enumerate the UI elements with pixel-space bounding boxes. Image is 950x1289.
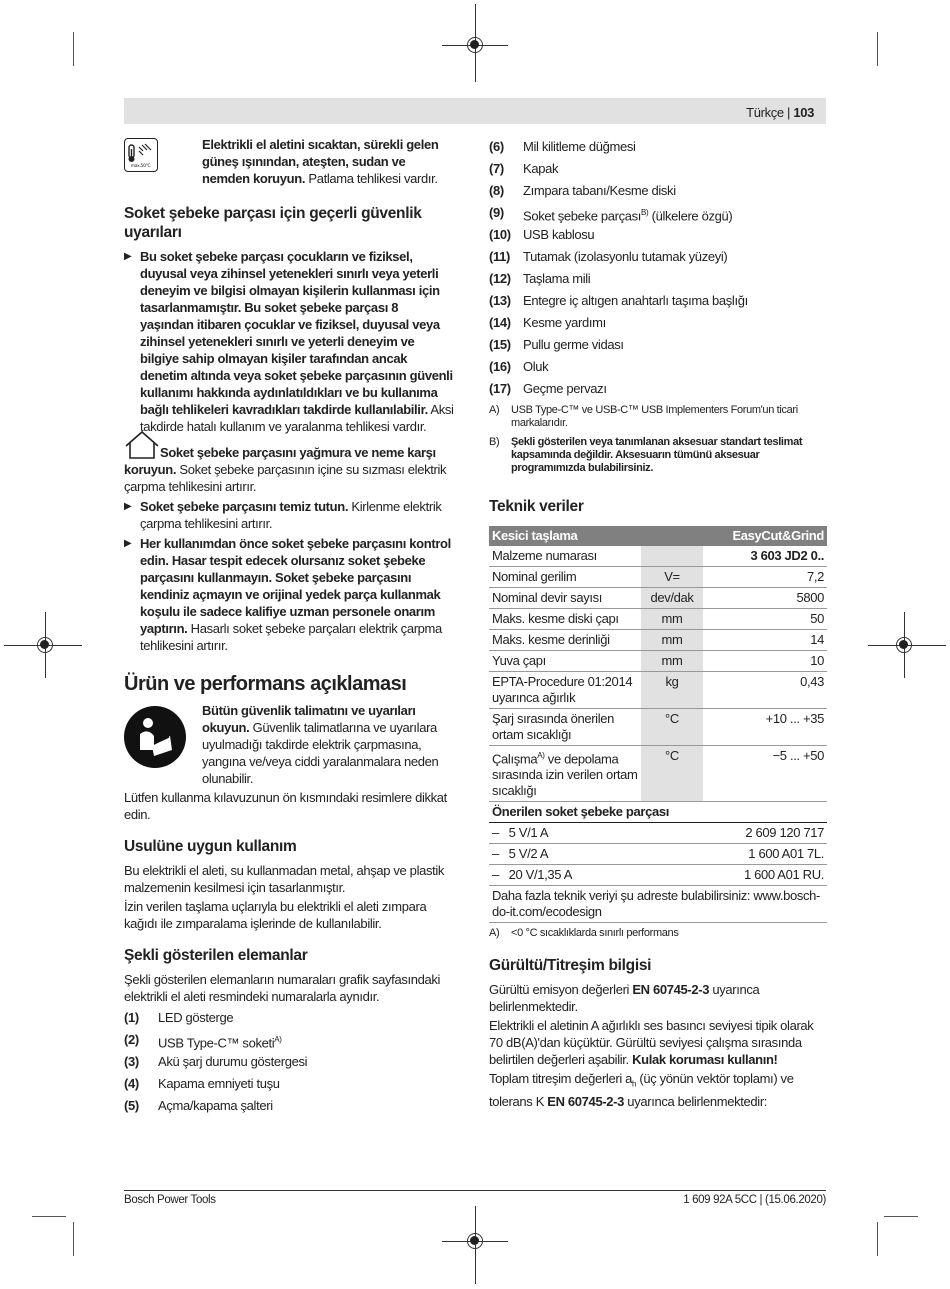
table-row: – 5 V/1 A 2 609 120 717	[489, 823, 827, 844]
table-row: – 5 V/2 A 1 600 A01 7L.	[489, 844, 827, 865]
list-item: (12) Taşlama mili	[489, 271, 591, 286]
page-header: Türkçe | 103	[746, 105, 814, 120]
table-subheader-row: Önerilen soket şebeke parçası	[489, 802, 827, 823]
footer-right: 1 609 92A 5CC | (15.06.2020)	[683, 1194, 826, 1206]
crop-mark	[877, 1222, 878, 1256]
table-row: Nominal devir sayısı dev/dak 5800	[489, 588, 827, 609]
crop-mark	[32, 1216, 66, 1217]
table-row: – 20 V/1,35 A 1 600 A01 RU.	[489, 865, 827, 886]
section-title-tech: Teknik veriler	[489, 498, 584, 515]
list-item: (3) Akü şarj durumu göstergesi	[124, 1054, 308, 1069]
crop-mark	[884, 1216, 918, 1217]
list-item: (15) Pullu germe vidası	[489, 337, 624, 352]
right-column	[489, 138, 827, 1110]
list-item: (14) Kesme yardımı	[489, 315, 606, 330]
heat-warning-bold: Elektrikli el aletini sıcaktan, sürekli gelen güneş ışınından, ateşten, sudan ve nemden koruyun.	[202, 137, 439, 186]
list-item: (2) USB Type-C™ soketi$^{A)}$	[124, 1032, 282, 1051]
crop-mark	[73, 32, 74, 66]
list-item: (4) Kapama emniyeti tuşu	[124, 1076, 280, 1091]
page-number: 103	[793, 105, 814, 120]
section-title-product: Ürün ve performans açıklaması	[124, 673, 407, 695]
footer-rule	[124, 1190, 826, 1191]
list-item: (10) USB kablosu	[489, 227, 595, 242]
section-title-safety: Soket şebeke parçası için geçerli güvenlik uyarıları	[124, 205, 422, 241]
footnote-b: B) Şekli gösterilen veya tanımlanan aksesuar standart teslimat kapsamında değildir. Aksesuarın tümünü aksesuar programımızda bulabilirsiniz.	[489, 436, 803, 474]
read-manual-icon	[124, 706, 186, 768]
section-title-noise: Gürültü/Titreşim bilgisi	[489, 957, 652, 975]
registration-mark-icon	[467, 37, 483, 53]
registration-mark-icon	[896, 637, 912, 653]
left-column	[124, 136, 454, 1119]
heat-sun-icon	[124, 138, 158, 172]
list-item: (9) Soket şebeke parçası$^{B)}$ (ülkelere özgü)	[489, 205, 733, 224]
footer-left: Bosch Power Tools	[124, 1194, 216, 1206]
list-item: (8) Zımpara tabanı/Kesme diski	[489, 183, 676, 198]
table-row: Nominal gerilim V= 7,2	[489, 567, 827, 588]
list-item: (6) Mil kilitleme düğmesi	[489, 139, 636, 154]
list-item: (1) LED gösterge	[124, 1010, 234, 1025]
heat-warning-text: Patlama tehlikesi vardır.	[305, 171, 438, 186]
list-item: (5) Açma/kapama şalteri	[124, 1098, 273, 1113]
bullet-clean: ▶ Soket şebeke parçasını temiz tutun. Kirlenme elektrik çarpma tehlikesini artırır.	[124, 498, 454, 532]
heat-warning	[124, 136, 454, 194]
list-item: (11) Tutamak (izolasyonlu tutamak yüzeyi)	[489, 249, 728, 264]
table-header-row: Kesici taşlama EasyCut&Grind	[489, 526, 827, 546]
table-row: EPTA-Procedure 01:2014 uyarınca ağırlık kg 0,43	[489, 672, 827, 709]
registration-mark-icon	[37, 637, 53, 653]
table-row: Yuva çapı mm 10	[489, 651, 827, 672]
section-title-use: Usulüne uygun kullanım	[124, 838, 297, 855]
read-warning: Bütün güvenlik talimatını ve uyarıları okuyun. Güvenlik talimatlarına ve uyarılara uyulmadığı takdirde elektrik çarpmasına, yangına ve/veya ciddi yaralanmalara neden olunabilir.	[124, 702, 454, 787]
noise-paragraph-1: Gürültü emisyon değerleri EN 60745-2-3 uyarınca belirlenmektedir.	[489, 982, 760, 1015]
house-warning: Soket şebeke parçasını yağmura ve neme karşı koruyun. Soket şebeke parçasının içine su sızması elektrik çarpma tehlikesini artırır.	[124, 444, 454, 495]
house-icon	[124, 430, 160, 460]
list-item: (16) Oluk	[489, 359, 549, 374]
bullet-children: ▶ Bu soket şebeke parçası çocukların ve fiziksel, duyusal veya zihinsel yetenekleri sınırlı veya yeterli deneyim ve bilgisi olmayan kişilerin kullanması için tasarlanmamıştır. Bu soket şebeke parçası 8 yaşından itibaren çocuklar ve fiziksel, duyusal veya zihinsel yetenekleri sınırlı ve yeterli deneyim ve bilgiye sahip olmayan kişiler tarafından ancak denetim altında veya soket şebeke parçasının güvenli kullanımı hakkında aydınlatıldıkları ve bu kullanıma bağlı tehlikeleri kavradıkları takdirde kullanılabilir. Aksi takdirde hatalı kullanım ve yaralanma tehlikesi vardır.	[124, 248, 454, 435]
noise-paragraph-2: Elektrikli el aletinin A ağırlıklı ses basıncı seviyesi tipik olarak 70 dB(A)'dan küçüktür. Gürültü seviyesi çalışma sırasında belirtilen değerleri aşabilir. Kulak koruması kullanın!	[489, 1018, 814, 1068]
tech-table	[489, 526, 827, 923]
svg-text:max.50°C: max.50°C	[130, 164, 151, 169]
table-row: Şarj sırasında önerilen ortam sıcaklığı °C +10 ... +35	[489, 709, 827, 746]
list-item: (13) Entegre iç altıgen anahtarlı taşıma başlığı	[489, 293, 748, 308]
header-bar	[124, 98, 826, 124]
crop-mark	[73, 1222, 74, 1256]
list-item: (17) Geçme pervazı	[489, 381, 607, 396]
table-row: Çalışma$^{A)}$ ve depolama sırasında izin verilen ortam sıcaklığı °C −5 ... +50	[489, 746, 827, 802]
crop-mark	[877, 32, 878, 66]
registration-mark-icon	[467, 1233, 483, 1249]
element-list-right	[489, 138, 827, 402]
bullet-check: ▶ Her kullanımdan önce soket şebeke parçasını kontrol edin. Hasar tespit edecek olursanız soket şebeke parçasını kullanmayın. Soket şebeke parçasını kendiniz açmayın ve orijinal yedek parça kullanmak koşulu ile sadece kalifiye uzman personele onarım yaptırın. Hasarlı soket şebeke parçaları elektrik çarpma tehlikesini artırır.	[124, 535, 454, 654]
header-language: Türkçe	[746, 105, 784, 120]
read-note: Lütfen kullanma kılavuzunun ön kısmındaki resimlere dikkat edin.	[124, 790, 447, 822]
element-list-left	[124, 1009, 454, 1119]
footnote-a: A) USB Type-C™ ve USB-C™ USB Implementers Forum'un ticari markalarıdır.	[489, 404, 798, 429]
table-row: Maks. kesme diski çapı mm 50	[489, 609, 827, 630]
table-footnote: A) <0 °C sıcaklıklarda sınırlı performans	[489, 927, 679, 940]
table-row: Daha fazla teknik veriyi şu adreste bulabilirsiniz: www.bosch-do-it.com/ecodesign	[489, 886, 827, 923]
section-title-elements: Şekli gösterilen elemanlar	[124, 947, 308, 964]
use-paragraph-2: İzin verilen taşlama uçlarıyla bu elektrikli el aleti zımpara kağıdı ile zımparalama işlerinde de kullanılabilir.	[124, 899, 427, 931]
elements-intro: Şekli gösterilen elemanların numaraları grafik sayfasındaki elektrikli el aleti resmindeki numaralarla aynıdır.	[124, 972, 441, 1004]
table-row: Maks. kesme derinliği mm 14	[489, 630, 827, 651]
noise-paragraph-3: Toplam titreşim değerleri $a_h$ (üç yönün vektör toplamı) ve tolerans K EN 60745-2-3 uyarınca belirlenmektedir:	[489, 1071, 794, 1109]
list-item: (7) Kapak	[489, 161, 559, 176]
use-paragraph-1: Bu elektrikli el aleti, su kullanmadan metal, ahşap ve plastik malzemenin kesilmesi için tasarlanmıştır.	[124, 863, 445, 895]
table-row: Malzeme numarası 3 603 JD2 0..	[489, 546, 827, 567]
